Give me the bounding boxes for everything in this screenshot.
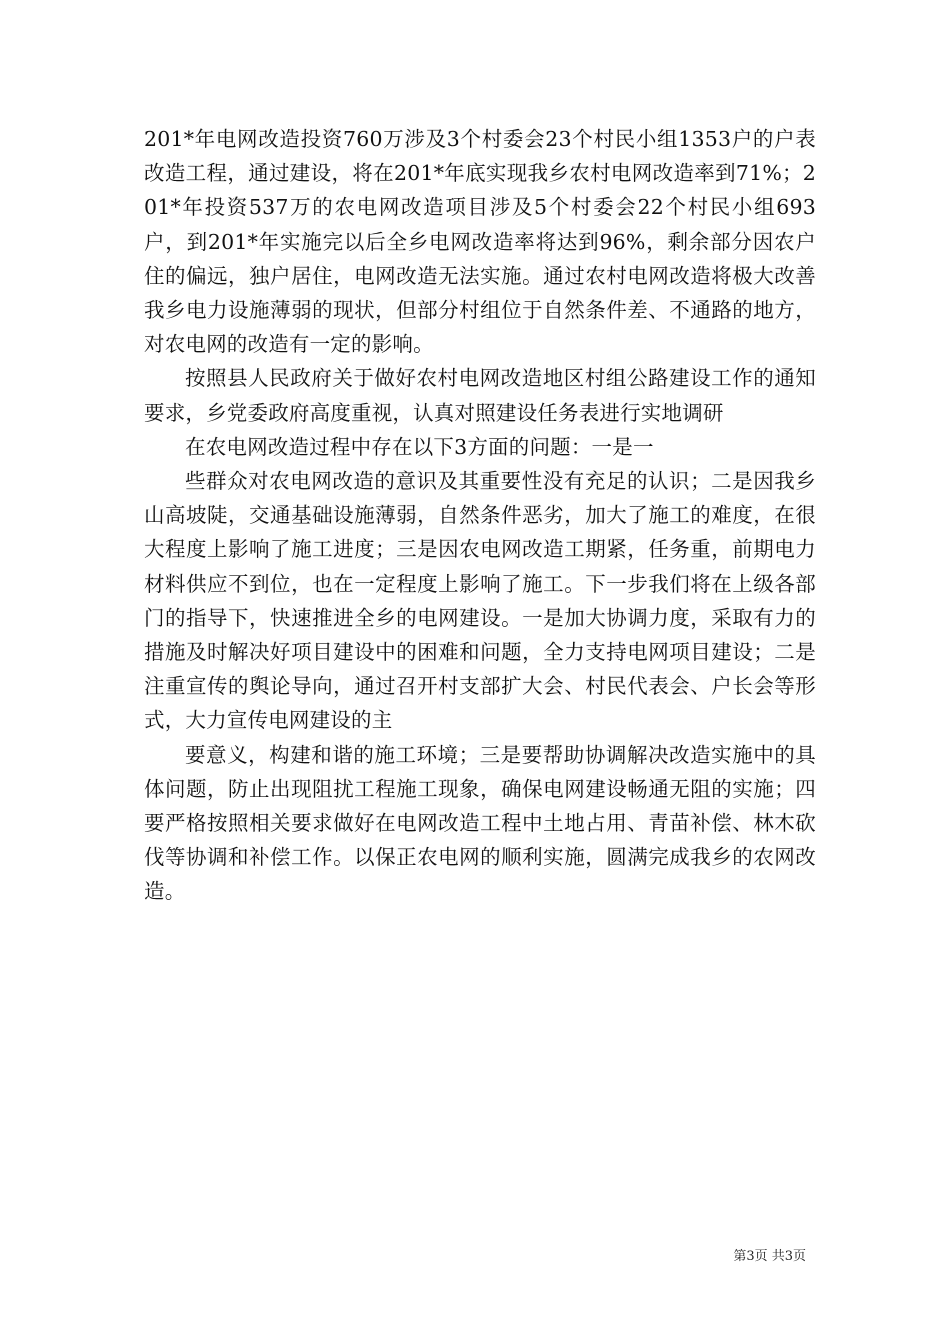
paragraph-1: 201*年电网改造投资760万涉及3个村委会23个村民小组1353户的户表改造工程，通过建设，将在201*年底实现我乡农村电网改造率到71%；201*年投资537万的农电网改造项目涉及5个村委会22个村民小组693户，到201*年实施完以后全乡电网改造率将达到96%，剩余部分因农户住的偏远，独户居住，电网改造无法实施。通过农村电网改造将极大改善我乡电力设施薄弱的现状，但部分村组位于自然条件差、不通路的地方，对农电网的改造有一定的影响。 (144, 127, 816, 357)
paragraph-3: 在农电网改造过程中存在以下3方面的问题：一是一 (185, 434, 654, 459)
body-text (144, 122, 816, 909)
paragraph-4: 些群众对农电网改造的意识及其重要性没有充足的认识；二是因我乡山高坡陡，交通基础设施薄弱，自然条件恶劣，加大了施工的难度，在很大程度上影响了施工进度；三是因农电网改造工期紧，任务重，前期电力材料供应不到位，也在一定程度上影响了施工。下一步我们将在上级各部门的指导下，快速推进全乡的电网建设。一是加大协调力度，采取有力的措施及时解决好项目建设中的困难和问题，全力支持电网项目建设；二是注重宣传的舆论导向，通过召开村支部扩大会、村民代表会、户长会等形式，大力宣传电网建设的主 (144, 469, 816, 733)
paragraph-5: 要意义，构建和谐的施工环境；三是要帮助协调解决改造实施中的具体问题，防止出现阻扰工程施工现象，确保电网建设畅通无阻的实施；四要严格按照相关要求做好在电网改造工程中土地占用、青苗补偿、林木砍伐等协调和补偿工作。以保正农电网的顺利实施，圆满完成我乡的农网改造。 (144, 742, 816, 904)
paragraph-2: 按照县人民政府关于做好农村电网改造地区村组公路建设工作的通知要求，乡党委政府高度重视，认真对照建设任务表进行实地调研 (144, 366, 816, 425)
page-number-footer: 第3页 共3页 (733, 1249, 806, 1264)
